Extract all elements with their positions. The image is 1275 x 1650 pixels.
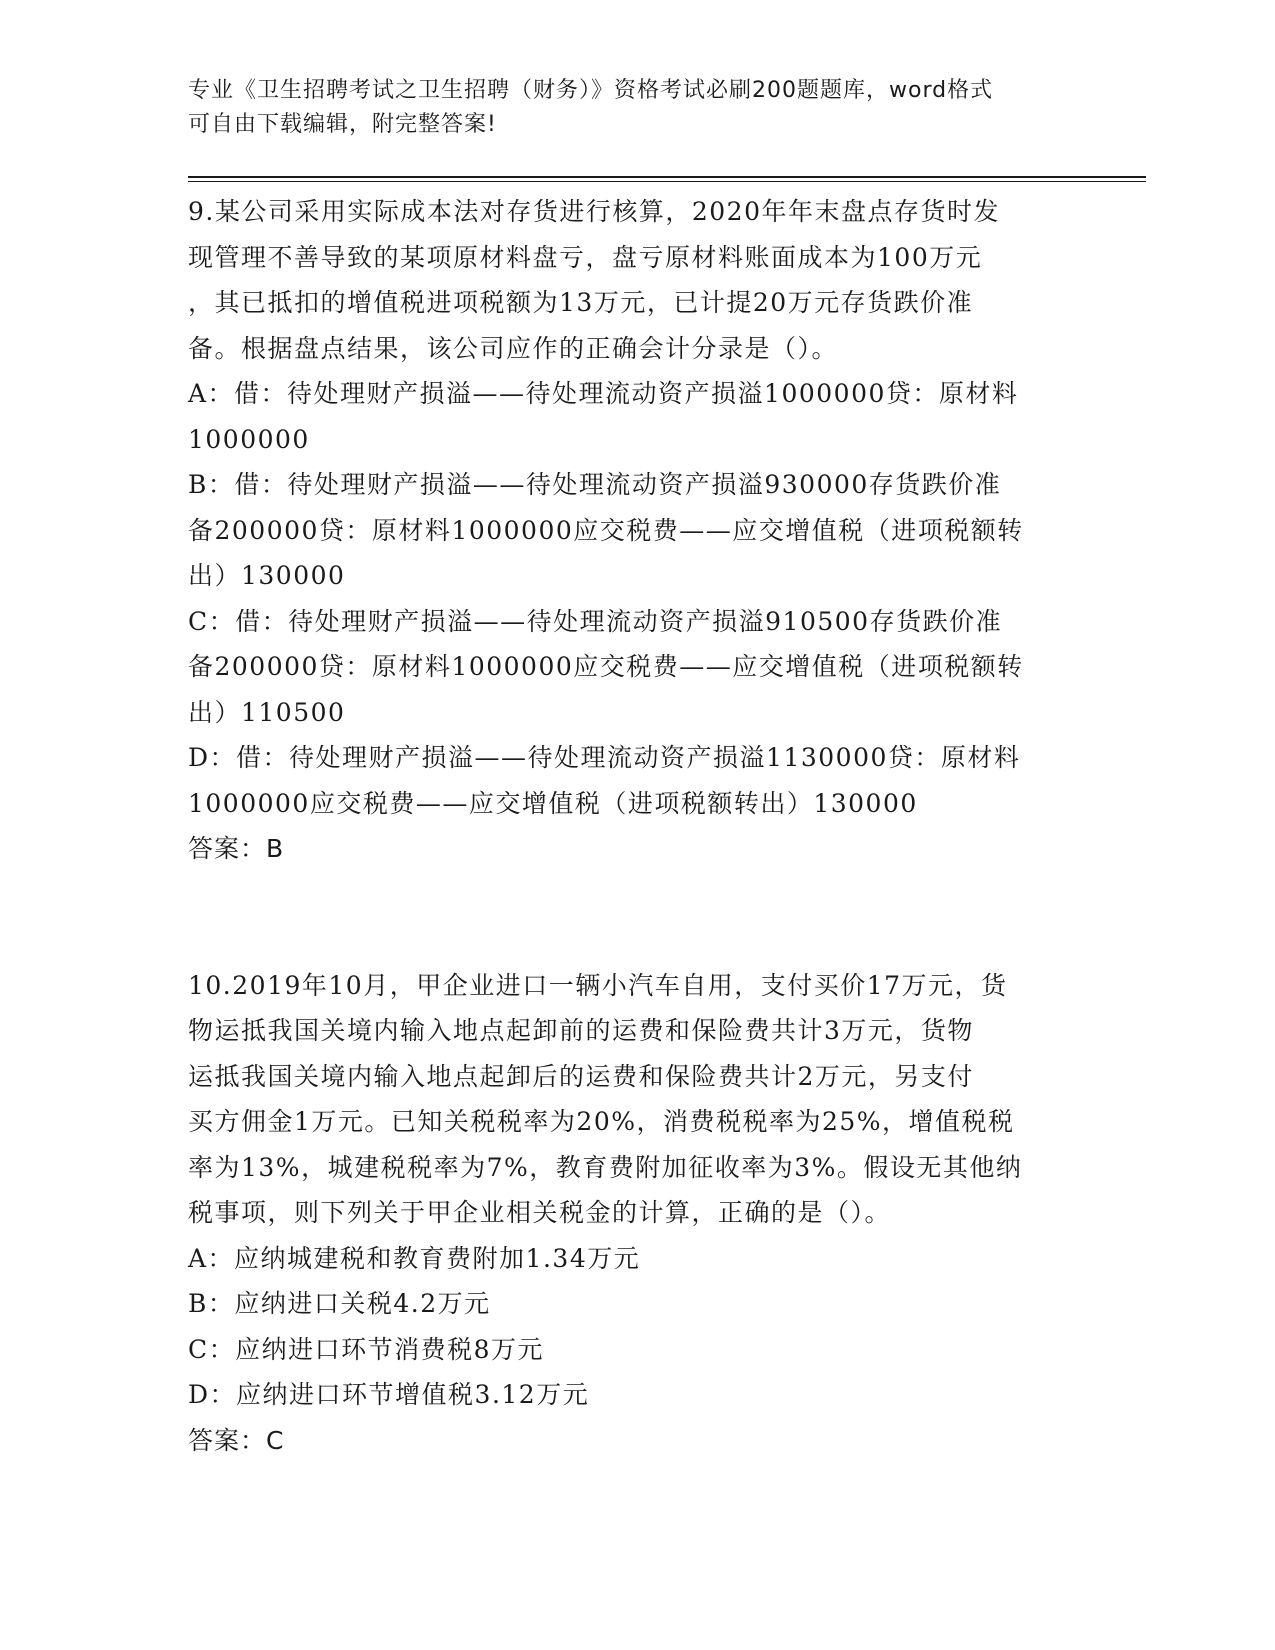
option-line: B：应纳进口关税4.2万元 bbox=[188, 1289, 491, 1318]
question-line: ，其已抵扣的增值税进项税额为13万元，已计提20万元存货跌价准 bbox=[188, 288, 974, 317]
option-line: D：借：待处理财产损溢——待处理流动资产损溢1130000贷：原材料 bbox=[188, 743, 1021, 772]
question-line: 现管理不善导致的某项原材料盘亏，盘亏原材料账面成本为100万元 bbox=[188, 242, 983, 272]
option-line: 出）110500 bbox=[188, 697, 346, 727]
question-line: 税事项，则下列关于甲企业相关税金的计算，正确的是（）。 bbox=[188, 1198, 892, 1227]
question-line: 10.2019年10月，甲企业进口一辆小汽车自用，支付买价17万元，货 bbox=[188, 970, 1008, 1000]
option-line: C：应纳进口环节消费税8万元 bbox=[188, 1334, 545, 1364]
question-line: 备。根据盘点结果，该公司应作的正确会计分录是（）。 bbox=[188, 333, 839, 363]
header-line: 专业《卫生招聘考试之卫生招聘（财务）》资格考试必刷200题题库，word格式 bbox=[188, 78, 994, 103]
question-10 bbox=[188, 963, 1088, 1464]
header-line: 可自由下载编辑，附完整答案! bbox=[188, 112, 497, 137]
question-line: 运抵我国关境内输入地点起卸后的运费和保险费共计2万元，另支付 bbox=[188, 1061, 974, 1091]
document-body bbox=[188, 189, 1088, 1463]
option-line: A：借：待处理财产损溢——待处理流动资产损溢1000000贷：原材料 bbox=[188, 379, 1019, 408]
option-line: A：应纳城建税和教育费附加1.34万元 bbox=[188, 1243, 641, 1273]
option-line: C：借：待处理财产损溢——待处理流动资产损溢910500存货跌价准 bbox=[188, 606, 1003, 636]
question-line: 9.某公司采用实际成本法对存货进行核算，2020年年末盘点存货时发 bbox=[188, 197, 1000, 226]
question-line: 买方佣金1万元。已知关税税率为20%，消费税税率为25%，增值税税 bbox=[188, 1107, 1015, 1136]
option-line: 1000000 bbox=[188, 424, 310, 454]
option-line: B：借：待处理财产损溢——待处理流动资产损溢930000存货跌价准 bbox=[188, 470, 1002, 499]
question-line: 物运抵我国关境内输入地点起卸前的运费和保险费共计3万元，货物 bbox=[188, 1016, 974, 1045]
header-divider-thick bbox=[188, 176, 1146, 178]
option-line: 出）130000 bbox=[188, 561, 346, 590]
header-divider-thin bbox=[188, 181, 1146, 182]
answer-line: 答案：B bbox=[188, 834, 285, 863]
option-line: 备200000贷：原材料1000000应交税费——应交增值税（进项税额转 bbox=[188, 515, 1024, 545]
option-line: 备200000贷：原材料1000000应交税费——应交增值税（进项税额转 bbox=[188, 652, 1024, 681]
document-header bbox=[188, 74, 1088, 142]
answer-line: 答案：C bbox=[188, 1425, 285, 1455]
option-line: D：应纳进口环节增值税3.12万元 bbox=[188, 1380, 590, 1409]
question-9 bbox=[188, 189, 1088, 872]
option-line: 1000000应交税费——应交增值税（进项税额转出）130000 bbox=[188, 788, 918, 818]
question-spacer bbox=[188, 872, 1088, 963]
question-line: 率为13%，城建税税率为7%，教育费附加征收率为3%。假设无其他纳 bbox=[188, 1152, 1023, 1182]
